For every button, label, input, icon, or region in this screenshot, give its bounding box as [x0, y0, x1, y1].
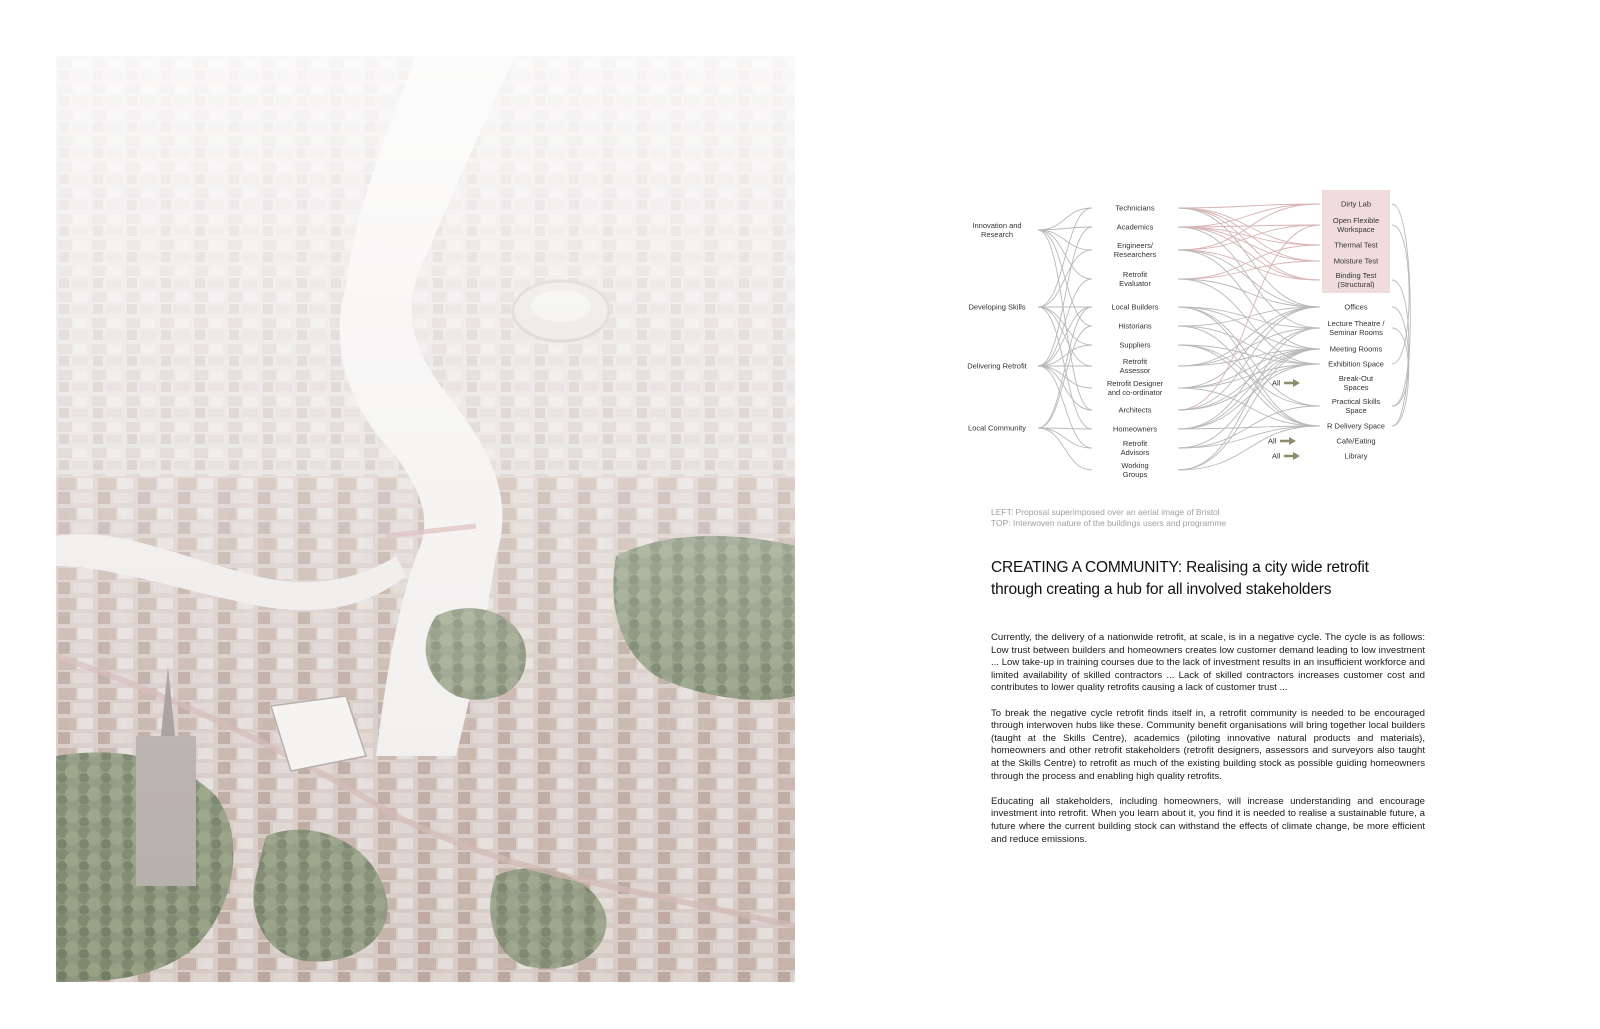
paragraph-1: Currently, the delivery of a nationwide retrofit, at scale, is in a negative cycle. The cycle is as follows: Low trust between builders and homeowners creates low customer demand leading to low investment ... Low take-up in training courses due to the lack of investment results in an insufficient workforce and limited availability of skilled contractors ... Lack of skilled contractors increases customer cost and contributes to lower quality retrofits causing a lack of customer trust ... [991, 632, 1425, 694]
arrow-right-icon [1280, 437, 1296, 445]
body-text [991, 632, 1425, 859]
aerial-photo-icon [56, 56, 795, 982]
space-label: Dirty Lab [1340, 199, 1372, 209]
title-line-1: CREATING A COMMUNITY: Realising a city wide retrofit [991, 559, 1369, 576]
user-label: Historians [1118, 321, 1152, 331]
group-user-link [1038, 428, 1092, 470]
space-label: Practical Skills Space [1331, 397, 1381, 415]
user-label: Suppliers [1119, 340, 1151, 350]
caption-top: TOP: Interwoven nature of the buildings users and programme [991, 518, 1227, 528]
space-label: Offices [1344, 302, 1368, 312]
group-user-link [1038, 227, 1092, 366]
space-label: Open Flexible Workspace [1332, 216, 1380, 234]
user-label: Working Groups [1121, 461, 1149, 479]
all-label: All [1272, 451, 1281, 461]
user-space-link [1178, 364, 1320, 429]
all-label: All [1272, 378, 1281, 388]
space-loop-link [1392, 307, 1409, 426]
space-label: Exhibition Space [1328, 359, 1384, 369]
space-label: R Delivery Space [1327, 421, 1385, 431]
space-label: Thermal Test [1334, 240, 1378, 250]
user-label: Academics [1116, 222, 1154, 232]
space-label: Binding Test (Structural) [1335, 271, 1377, 289]
space-label: Cafe/Eating [1336, 436, 1376, 446]
user-label: Local Builders [1111, 302, 1159, 312]
user-space-link [1178, 307, 1320, 410]
page-title [991, 557, 1431, 601]
group-user-link [1038, 230, 1092, 279]
space-label: Library [1344, 451, 1368, 461]
group-label: Local Community [968, 423, 1026, 433]
paragraph-3: Educating all stakeholders, including homeowners, will increase understanding and encourage investment into retrofit. When you learn about it, you find it is needed to realise a sustainable future, a future where the current building stock can withstand the effects of climate change, be more efficient and reduce emissions. [991, 795, 1425, 845]
title-line-2: through creating a hub for all involved stakeholders [991, 581, 1332, 598]
user-label: Technicians [1115, 203, 1155, 213]
user-space-link [1178, 388, 1320, 426]
group-user-link [1038, 307, 1092, 366]
user-label: Homeowners [1112, 424, 1158, 434]
group-label: Delivering Retrofit [967, 361, 1027, 371]
group-user-link [1038, 208, 1092, 307]
user-space-link [1178, 208, 1320, 307]
users-programme-diagram [960, 190, 1420, 490]
user-label: Retrofit Advisors [1120, 439, 1150, 457]
group-label: Innovation and Research [972, 221, 1022, 239]
user-label: Architects [1118, 405, 1152, 415]
user-space-link [1178, 250, 1320, 280]
caption-left: LEFT: Proposal superimposed over an aerial image of Bristol [991, 507, 1220, 517]
user-label: Retrofit Assessor [1119, 357, 1151, 375]
group-label: Developing Skills [968, 302, 1026, 312]
space-label: Meeting Rooms [1329, 344, 1383, 354]
user-space-link [1178, 279, 1320, 307]
all-label: All [1268, 436, 1277, 446]
user-label: Engineers/ Researchers [1113, 241, 1157, 259]
group-user-link [1038, 326, 1092, 428]
user-label: Retrofit Designer and co-ordinator [1106, 379, 1164, 397]
arrow-right-icon [1284, 379, 1300, 387]
group-user-link [1038, 227, 1092, 230]
user-label: Retrofit Evaluator [1119, 270, 1151, 288]
arrow-right-icon [1284, 452, 1300, 460]
figure-caption [991, 507, 1226, 529]
aerial-image-bristol [56, 56, 795, 982]
user-space-link [1178, 307, 1320, 349]
space-label: Break-Out Spaces [1338, 374, 1374, 392]
space-label: Lecture Theatre / Seminar Rooms [1327, 319, 1385, 337]
user-space-link [1178, 227, 1320, 245]
paragraph-2: To break the negative cycle retrofit finds itself in, a retrofit community is needed to be encouraged through interwoven hubs like these. Community benefit organisations will bring together local builders (taught at the Skills Centre), academics (piloting innovative natural products and materials), homeowners and other retrofit stakeholders (retrofit designers, assessors and surveyors also taught at the Skills Centre) to retrofit as much of the existing building stock as possible guiding homeowners through the process and enabling high quality retrofits. [991, 707, 1425, 782]
user-space-link [1178, 261, 1320, 279]
group-user-link [1038, 307, 1092, 345]
user-space-link [1178, 426, 1320, 470]
space-label: Moisture Test [1333, 256, 1379, 266]
